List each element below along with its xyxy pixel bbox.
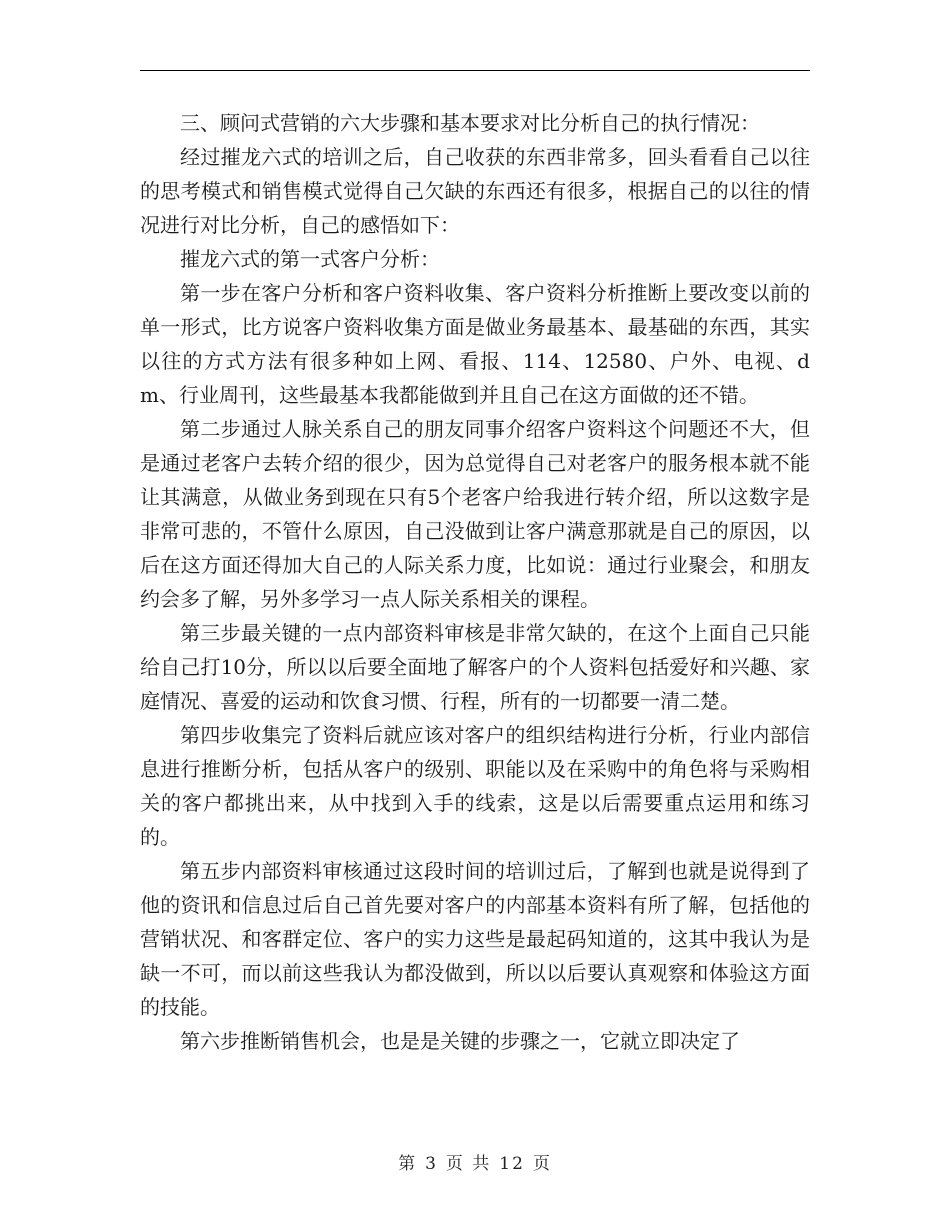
page-footer: [0, 1152, 950, 1176]
footer-mid: 页 共: [445, 1154, 492, 1174]
paragraph-section-heading: 三、顾问式营销的六大步骤和基本要求对比分析自己的执行情况：: [180, 111, 760, 135]
paragraph-step-6: 第六步推断销售机会，也是是关键的步骤之一，它就立即决定了: [180, 1029, 740, 1053]
paragraph-subheading: 摧龙六式的第一式客户分析：: [180, 247, 440, 271]
paragraph-step-5: 第五步内部资料审核通过这段时间的培训过后，了解到也就是说得到了他的资讯和信息过后自己首先要对客户的内部基本资料有所了解，包括他的营销状况、和客群定位、客户的实力这些是最起码知道的，这其中我认为是缺一不可，而以前这些我认为都没做到，所以以后要认真观察和体验这方面的技能。: [140, 859, 810, 1019]
document-body: [140, 106, 810, 1058]
current-page-number: 3: [425, 1154, 438, 1174]
footer-suffix: 页: [532, 1154, 552, 1174]
footer-prefix: 第: [398, 1154, 418, 1174]
paragraph-step-1: 第一步在客户分析和客户资料收集、客户资料分析推断上要改变以前的单一形式，比方说客户资料收集方面是做业务最基本、最基础的东西，其实以往的方式方法有很多种如上网、看报、114、12580、户外、电视、dm、行业周刊，这些最基本我都能做到并且自己在这方面做的还不错。: [140, 281, 810, 407]
paragraph-intro: 经过摧龙六式的培训之后，自己收获的东西非常多，回头看看自己以往的思考模式和销售模式觉得自己欠缺的东西还有很多，根据自己的以往的情况进行对比分析，自己的感悟如下：: [140, 145, 810, 237]
paragraph-step-4: 第四步收集完了资料后就应该对客户的组织结构进行分析，行业内部信息进行推断分析，包括从客户的级别、职能以及在采购中的角色将与采购相关的客户都挑出来，从中找到入手的线索，这是以后需要重点运用和练习的。: [140, 723, 810, 849]
paragraph-step-2: 第二步通过人脉关系自己的朋友同事介绍客户资料这个问题还不大，但是通过老客户去转介绍的很少，因为总觉得自己对老客户的服务根本就不能让其满意，从做业务到现在只有5个老客户给我进行转介绍，所以这数字是非常可悲的，不管什么原因，自己没做到让客户满意那就是自己的原因，以后在这方面还得加大自己的人际关系力度，比如说：通过行业聚会，和朋友约会多了解，另外多学习一点人际关系相关的课程。: [140, 417, 810, 611]
header-rule: [140, 70, 810, 71]
paragraph-step-3: 第三步最关键的一点内部资料审核是非常欠缺的，在这个上面自己只能给自己打10分，所以以后要全面地了解客户的个人资料包括爱好和兴趣、家庭情况、喜爱的运动和饮食习惯、行程，所有的一切都要一清二楚。: [140, 621, 810, 713]
total-pages-number: 12: [499, 1154, 525, 1174]
